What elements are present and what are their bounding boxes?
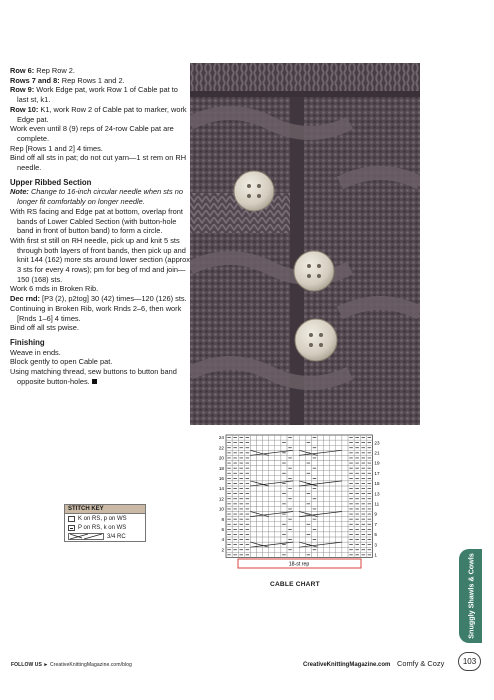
row-6-step	[10, 66, 190, 76]
chart-title: CABLE CHART	[270, 581, 320, 588]
row-number-left: 4	[221, 537, 224, 543]
stitch-key-title: STITCH KEY	[65, 505, 145, 514]
purl-key-label: P on RS, k on WS	[78, 524, 127, 531]
with-rs-step: With RS facing and Edge pat at bottom, overlap front bands of Lower Cabled Section (with button-hole band in front of button band) to form a circle.	[10, 206, 183, 236]
continuing-step: Continuing in Broken Rib, work Rnds 2–6, then work [Rnds 1–6] 4 times.	[10, 303, 182, 323]
row-10-label: Row 10:	[10, 104, 39, 114]
upper-ribbed-heading: Upper Ribbed Section	[10, 177, 92, 187]
chart-row-labels-right	[374, 440, 380, 557]
button-top	[234, 171, 274, 211]
finishing-heading: Finishing	[10, 337, 45, 347]
stitch-key	[64, 504, 146, 542]
work-rnds-step: Work 6 rnds in Broken Rib.	[10, 284, 99, 294]
row-6-text: Rep Row 2.	[34, 66, 75, 75]
with-first-step: With first st still on RH needle, pick up and knit 5 sts through both layers of front bands, then pick up and knit 144 (162) more sts around lower section (approx 3 sts for every 4 rows); pm for beg of rnd and join—150 (168) sts.	[10, 235, 190, 284]
row-number-right: 7	[374, 521, 377, 527]
row-number-right: 3	[374, 542, 377, 548]
note-text: Change to 16-inch circular needle when sts no longer fit comfortably on longer needle.	[17, 187, 183, 207]
page-number: 103	[458, 652, 481, 671]
note-paragraph	[10, 187, 190, 206]
footer-follow	[11, 662, 132, 668]
sew-buttons-text: Using matching thread, sew buttons to button band opposite button-holes.	[10, 367, 177, 386]
footer-arrow-icon: ►	[43, 662, 49, 668]
knit-key-label: K on RS, p on WS	[78, 515, 127, 522]
stitch-key-knit	[65, 514, 145, 523]
sew-buttons-step	[10, 367, 190, 386]
section-title: Comfy & Cozy	[397, 659, 445, 668]
block-step: Block gently to open Cable pat.	[10, 357, 113, 367]
bind-off-pwise-step: Bind off all sts pwise.	[10, 323, 79, 333]
rows-7-8-text: Rep Rows 1 and 2.	[59, 75, 125, 85]
row-9-label: Row 9:	[10, 85, 35, 95]
footer-site	[303, 659, 444, 668]
row-number-left: 20	[218, 455, 224, 461]
row-number-left: 22	[218, 445, 224, 451]
row-9-text: Work Edge pat, work Row 1 of Cable pat to last st, k1.	[17, 85, 178, 105]
bind-off-step: Bind off all sts in pat; do not cut yarn—1 st rem on RH needle.	[10, 153, 187, 173]
blog-link[interactable]: CreativeKnittingMagazine.com/blog	[49, 662, 132, 668]
row-number-left: 2	[221, 547, 224, 553]
section-side-tab	[459, 549, 482, 643]
cable-key-label: 3/4 RC	[107, 533, 126, 540]
row-6-label: Row 6:	[10, 66, 35, 75]
row-number-right: 19	[374, 460, 380, 466]
work-even-step: Work even until 8 (9) reps of 24-row Cable pat are complete.	[10, 124, 174, 143]
row-10-step	[10, 105, 190, 124]
side-tab-label: Snuggly Shawls & Cowls	[466, 553, 475, 639]
row-number-left: 14	[218, 486, 224, 492]
row-number-left: 12	[218, 496, 224, 502]
row-number-left: 6	[221, 527, 224, 532]
row-number-left: 18	[218, 465, 224, 471]
row-number-left: 10	[218, 506, 224, 512]
rows-7-8-step	[10, 76, 190, 86]
row-number-right: 9	[374, 511, 377, 517]
stitch-key-cable	[65, 532, 145, 541]
row-number-right: 1	[374, 552, 377, 558]
row-10-text: K1, work Row 2 of Cable pat to marker, work Edge pat.	[17, 104, 187, 124]
chart-grid	[226, 435, 372, 557]
cable-symbol-icon	[68, 533, 104, 540]
instructions-column	[10, 66, 190, 387]
follow-us-label: FOLLOW US	[11, 662, 42, 668]
row-number-left: 24	[218, 435, 224, 441]
row-number-right: 23	[374, 440, 380, 446]
row-9-step	[10, 85, 190, 104]
row-number-left: 8	[221, 516, 224, 522]
weave-step: Weave in ends.	[10, 347, 61, 357]
button-middle	[294, 251, 334, 291]
purl-symbol-icon	[68, 525, 75, 531]
note-label: Note:	[10, 187, 29, 197]
button-bottom	[295, 319, 337, 361]
knitted-cowl-image	[190, 63, 420, 425]
site-link[interactable]: CreativeKnittingMagazine.com	[303, 662, 391, 668]
cable-chart	[216, 433, 381, 573]
dec-rnd-step	[10, 294, 190, 304]
row-number-left: 16	[218, 476, 224, 481]
dec-rnd-text: [P3 (2), p2tog] 30 (42) times—120 (126) sts.	[39, 294, 187, 304]
chart-row-labels-left	[219, 435, 225, 552]
row-number-right: 15	[374, 481, 380, 487]
dec-rnd-label: Dec rnd:	[10, 294, 40, 304]
rep-label: 18-st rep	[288, 561, 310, 568]
end-mark-icon	[92, 379, 97, 384]
row-number-right: 5	[374, 532, 377, 538]
rows-7-8-label: Rows 7 and 8:	[10, 75, 60, 85]
rep-rows-step: Rep [Rows 1 and 2] 4 times.	[10, 143, 103, 153]
cowl-photo	[190, 63, 420, 425]
row-number-right: 21	[374, 450, 380, 456]
knit-symbol-icon	[68, 516, 75, 522]
row-number-right: 11	[374, 501, 380, 507]
row-number-right: 17	[374, 470, 380, 476]
stitch-key-purl	[65, 523, 145, 532]
row-number-right: 13	[374, 491, 380, 497]
